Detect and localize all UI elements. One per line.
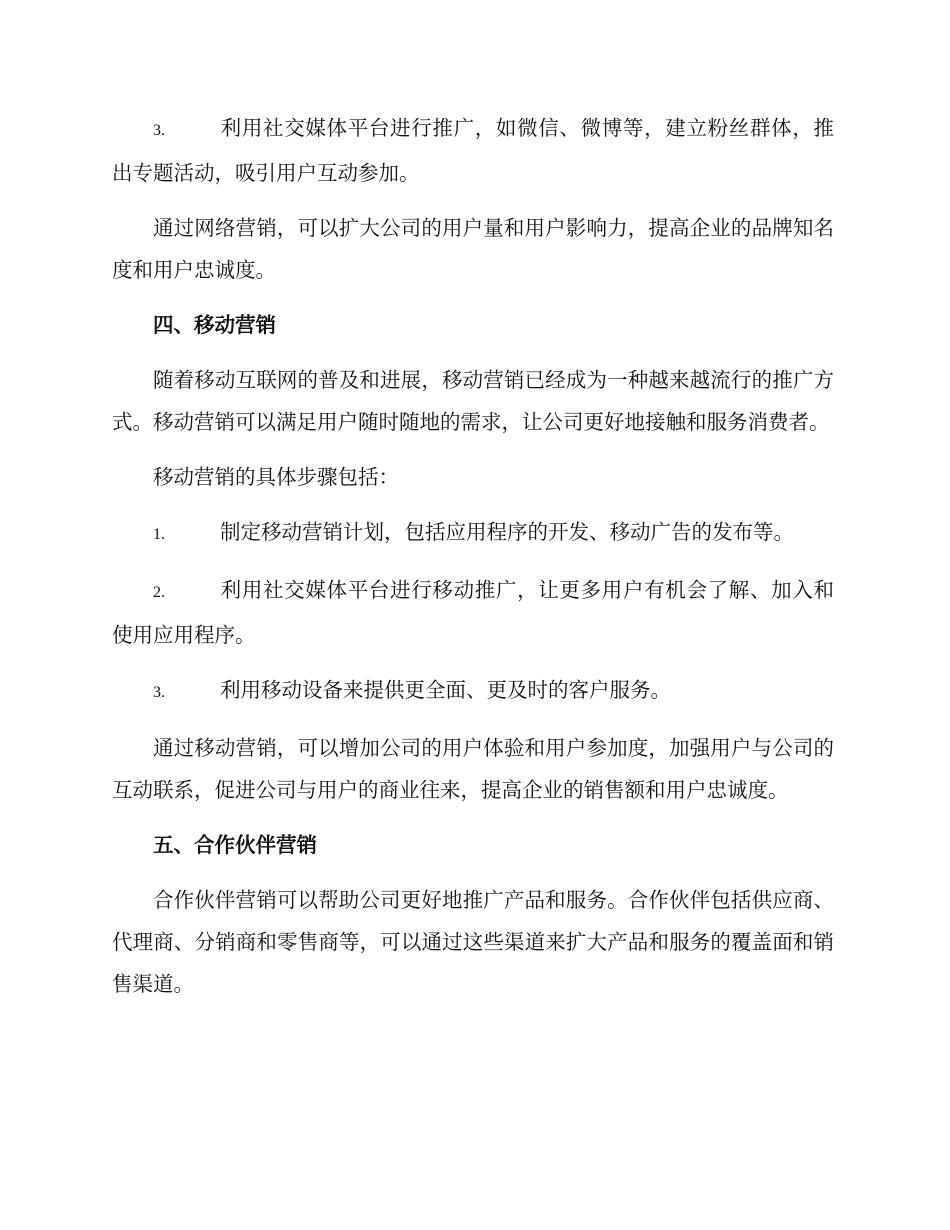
list-item [112, 511, 834, 556]
paragraph: 随着移动互联网的普及和进展，移动营销已经成为一种越来越流行的推广方式。移动营销可以满足用户随时随地的需求，让公司更好地接触和服务消费者。 [112, 368, 834, 434]
list-number: 3. [153, 684, 165, 701]
list-text: 利用移动设备来提供更全面、更及时的客户服务。 [220, 678, 671, 702]
paragraph: 移动营销的具体步骤包括： [153, 465, 399, 489]
section-heading: 四、移动营销 [153, 313, 276, 337]
list-text: 利用社交媒体平台进行推广，如微信、微博等，建立粉丝群体，推出专题活动，吸引用户互动参加。 [112, 116, 834, 185]
list-number: 1. [153, 526, 165, 543]
list-number: 3. [153, 122, 165, 139]
paragraph: 通过移动营销，可以增加公司的用户体验和用户参加度，加强用户与公司的互动联系，促进公司与用户的商业往来，提高企业的销售额和用户忠诚度。 [112, 736, 834, 802]
document-page [112, 107, 834, 1005]
list-text: 利用社交媒体平台进行移动推广，让更多用户有机会了解、加入和使用应用程序。 [112, 578, 834, 647]
list-item [112, 107, 834, 194]
list-item [112, 669, 834, 714]
section-heading: 五、合作伙伴营销 [153, 833, 317, 857]
list-item [112, 569, 834, 656]
list-number: 2. [153, 584, 165, 601]
paragraph: 通过网络营销，可以扩大公司的用户量和用户影响力，提高企业的品牌知名度和用户忠诚度。 [112, 216, 834, 282]
paragraph: 合作伙伴营销可以帮助公司更好地推广产品和服务。合作伙伴包括供应商、代理商、分销商和零售商等，可以通过这些渠道来扩大产品和服务的覆盖面和销售渠道。 [112, 888, 834, 996]
list-text: 制定移动营销计划，包括应用程序的开发、移动广告的发布等。 [220, 520, 794, 544]
